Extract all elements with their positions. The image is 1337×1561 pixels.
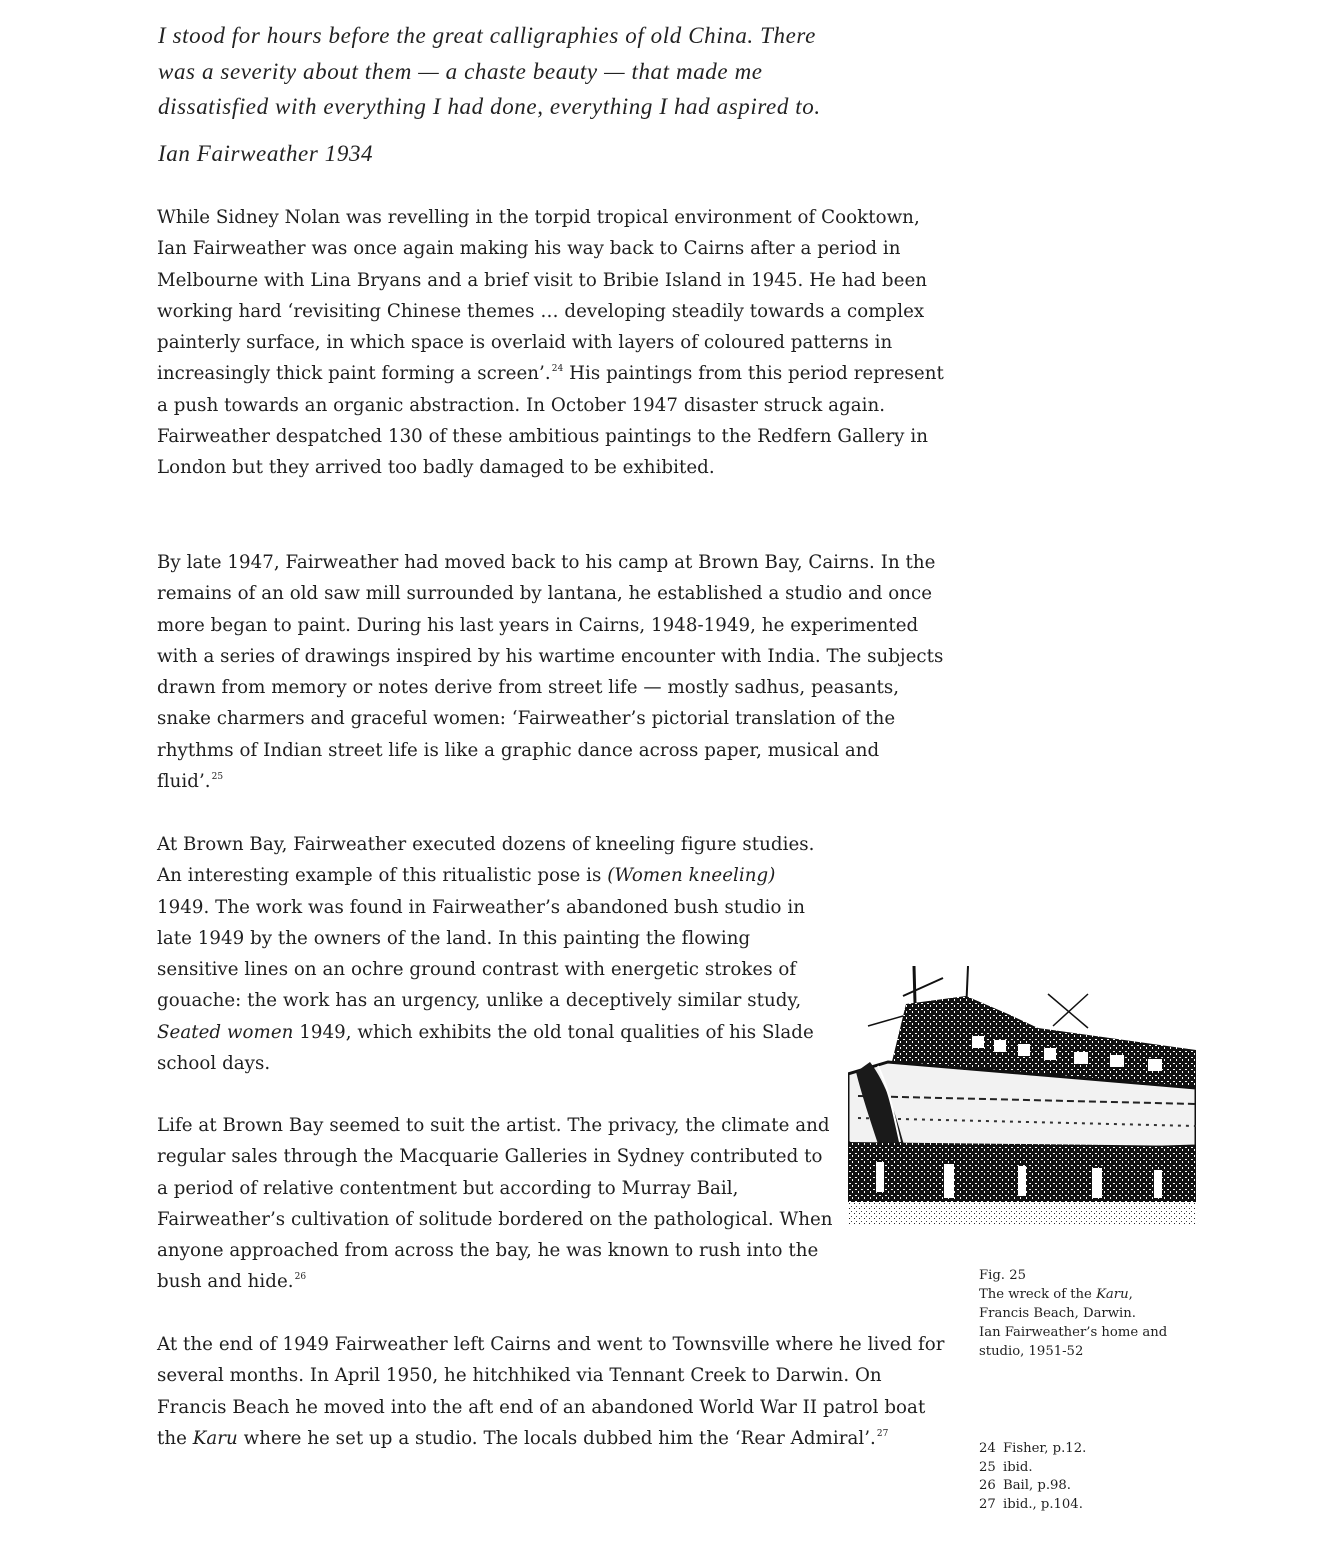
footnote-ref[interactable]: 27 bbox=[876, 1428, 889, 1439]
paragraph-text: At the end of 1949 Fairweather left Cairns and went to Townsville where he lived for several months. In April 1950, he hitchhiked via Tennant Creek to Darwin. On Francis Beach he moved into the aft end of an abandoned World War II patrol boat the bbox=[157, 1334, 945, 1449]
paragraph-text: By late 1947, Fairweather had moved back to his camp at Brown Bay, Cairns. In the remains of an old saw mill surrounded by lantana, he established a studio and once more began to paint. During his last years in Cairns, 1948-1949, he experimented with a series of drawings inspired by his wartime encounter with India. The subjects drawn from memory or notes derive from street life — mostly sadhus, peasants, snake charmers and graceful women: ‘Fairweather’s pictorial translation of the rhythms of Indian street life is like a graphic dance across paper, musical and fluid’. bbox=[157, 552, 944, 793]
paragraph-text: His paintings from this period represent a push towards an organic abstraction. In October 1947 disaster struck again. Fairweather despatched 130 of these ambitious paintings to the Redfern Gallery in London but they arrived too badly damaged to be exhibited. bbox=[157, 363, 944, 479]
footnote-number: 26 bbox=[979, 1478, 996, 1494]
figure-number: Fig. 25 bbox=[979, 1268, 1026, 1283]
footnotes-list bbox=[979, 1440, 1199, 1515]
paragraph-text: Life at Brown Bay seemed to suit the artist. The privacy, the climate and regular sales through the Macquarie Galleries in Sydney contributed to a period of relative contentment but according to Murray Bail, Fairweather’s cultivation of solitude bordered on the pathological. When anyone approached from across the bay, he was known to rush into the bush and hide. bbox=[157, 1115, 833, 1293]
footnote-number: 24 bbox=[979, 1441, 996, 1456]
footnote-number: 27 bbox=[979, 1497, 996, 1513]
body-paragraph bbox=[157, 1329, 947, 1454]
body-paragraph bbox=[157, 547, 947, 797]
paragraph-text: 1949, which exhibits the old tonal qualities of his Slade school days. bbox=[157, 1021, 814, 1075]
wreck-illustration bbox=[848, 966, 1196, 1224]
artwork-title: Seated women bbox=[157, 1021, 294, 1043]
figure-caption bbox=[979, 1266, 1199, 1361]
paragraph-text: 1949. The work was found in Fairweather’s abandoned bush studio in late 1949 by the owners of the land. In this painting the flowing sensitive lines on an ochre ground contrast with energetic strokes of gouache: the work has an urgency, unlike a deceptively similar study, bbox=[157, 896, 806, 1012]
footnote-text: ibid. bbox=[1003, 1459, 1033, 1475]
caption-line: Ian Fairweather’s home and bbox=[979, 1325, 1168, 1340]
epigraph-attribution: Ian Fairweather 1934 bbox=[158, 141, 374, 166]
body-paragraph bbox=[157, 202, 947, 484]
footnote-number: 25 bbox=[979, 1459, 996, 1475]
footnote-text: ibid., p.104. bbox=[1003, 1497, 1083, 1513]
footnote-text: Bail, p.98. bbox=[1003, 1478, 1071, 1494]
footnote-item bbox=[979, 1459, 1199, 1478]
paragraph-text: While Sidney Nolan was revelling in the torpid tropical environment of Cooktown, Ian Fairweather was once again making his way back to Cairns after a period in Melbourne with Lina Bryans and a brief visit to Bribie Island in 1945. He had been working hard ‘revisiting Chinese themes … developing steadily towards a complex painterly surface, in which space is overlaid with layers of coloured patterns in increasingly thick paint forming a screen’. bbox=[157, 207, 928, 385]
footnote-ref[interactable]: 26 bbox=[294, 1272, 307, 1283]
footnote-ref[interactable]: 24 bbox=[551, 364, 564, 375]
footnote-item bbox=[979, 1477, 1199, 1496]
caption-text: , bbox=[1128, 1287, 1133, 1302]
caption-line bbox=[979, 1285, 1199, 1304]
footnote-text: Fisher, p.12. bbox=[1003, 1441, 1087, 1456]
paragraph-text: where he set up a studio. The locals dubbed him the ‘Rear Admiral’. bbox=[237, 1427, 876, 1449]
artwork-title: (Women kneeling) bbox=[607, 865, 776, 887]
body-paragraph bbox=[157, 829, 817, 1079]
paragraph-text: At Brown Bay, Fairweather executed dozens of kneeling figure studies. An interesting example of this ritualistic pose is bbox=[157, 834, 815, 887]
caption-line: studio, 1951-52 bbox=[979, 1344, 1084, 1359]
caption-text: The wreck of the bbox=[979, 1287, 1097, 1302]
footnote-item bbox=[979, 1496, 1199, 1515]
body-paragraph bbox=[157, 1110, 837, 1298]
boat-name: Karu bbox=[192, 1427, 238, 1449]
footnote-item bbox=[979, 1440, 1199, 1459]
epigraph-line: I stood for hours before the great calligraphies of old China. There bbox=[158, 23, 816, 48]
figure-photo-karu-wreck bbox=[848, 966, 1196, 1224]
epigraph-quote bbox=[158, 18, 938, 125]
epigraph-line: was a severity about them — a chaste beauty — that made me bbox=[158, 58, 763, 84]
caption-line: Francis Beach, Darwin. bbox=[979, 1306, 1136, 1321]
boat-name: Karu bbox=[1096, 1287, 1129, 1302]
footnote-ref[interactable]: 25 bbox=[211, 772, 224, 783]
epigraph-line: dissatisfied with everything I had done, everything I had aspired to. bbox=[158, 94, 821, 119]
